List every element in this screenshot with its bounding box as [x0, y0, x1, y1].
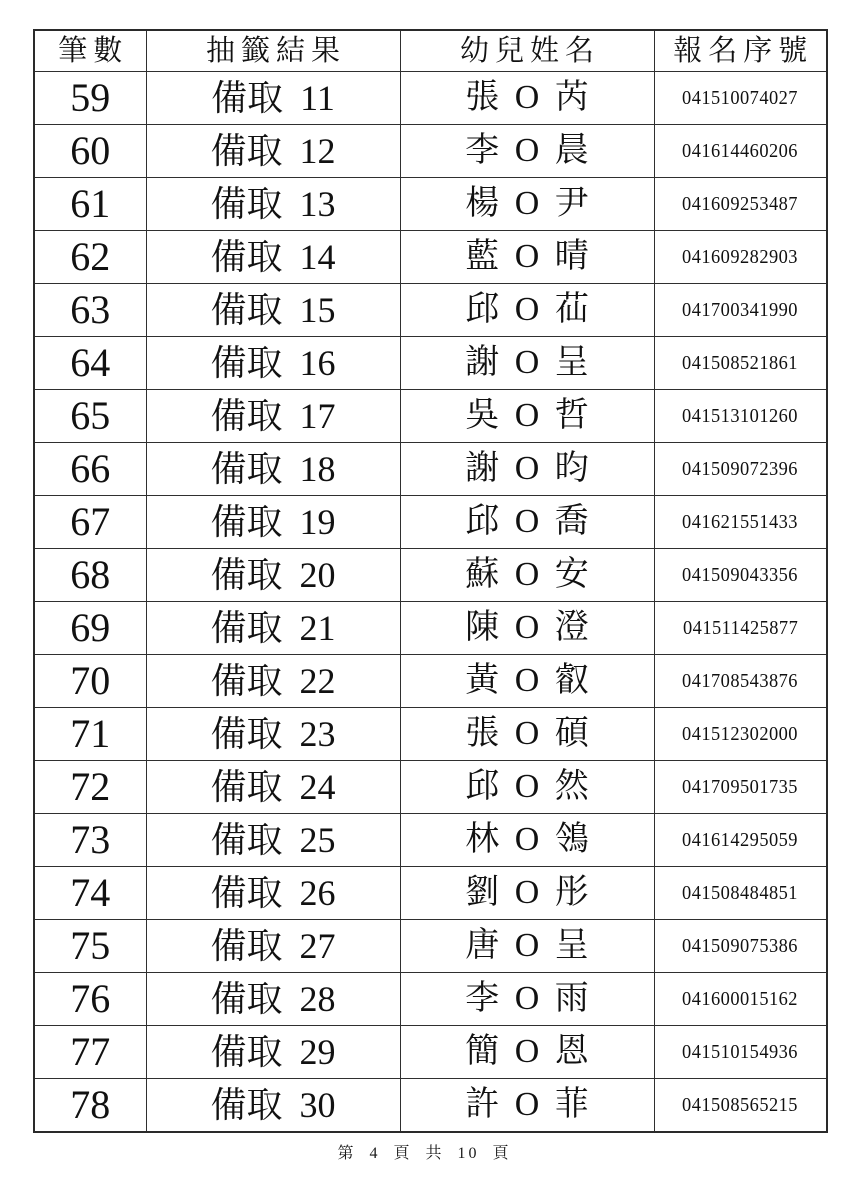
cell-lottery-result: 備取 15	[146, 284, 400, 337]
cell-child-name: 許 O 菲	[400, 1079, 654, 1133]
cell-registration-serial	[654, 496, 827, 549]
cell-row-number: 71	[34, 708, 146, 761]
cell-child-name: 張 O 碩	[400, 708, 654, 761]
cell-registration-serial	[654, 390, 827, 443]
table-row	[34, 814, 827, 867]
cell-row-number: 62	[34, 231, 146, 284]
cell-child-name: 蘇 O 安	[400, 549, 654, 602]
cell-row-number: 70	[34, 655, 146, 708]
cell-child-name: 楊 O 尹	[400, 178, 654, 231]
cell-registration-serial	[654, 973, 827, 1026]
cell-registration-serial	[654, 72, 827, 125]
page-number-footer: 第 4 頁 共 10 頁	[337, 1145, 512, 1162]
cell-row-number: 75	[34, 920, 146, 973]
registration-serial-text: 041509075386	[682, 935, 799, 957]
registration-serial-text: 041609253487	[682, 193, 799, 215]
registration-serial-text: 041509072396	[682, 458, 799, 480]
lottery-results-table-wrap	[33, 29, 828, 1133]
column-header-result: 抽籤結果	[146, 30, 400, 72]
table-row	[34, 549, 827, 602]
cell-row-number: 63	[34, 284, 146, 337]
registration-serial-text: 041512302000	[682, 723, 799, 745]
registration-serial-text: 041614460206	[682, 140, 799, 162]
column-header-serial: 報名序號	[654, 30, 827, 72]
cell-child-name: 陳 O 澄	[400, 602, 654, 655]
table-row	[34, 337, 827, 390]
cell-lottery-result: 備取 14	[146, 231, 400, 284]
cell-row-number: 64	[34, 337, 146, 390]
column-header-no: 筆數	[34, 30, 146, 72]
registration-serial-text: 041508521861	[682, 352, 799, 374]
cell-registration-serial	[654, 337, 827, 390]
cell-child-name: 李 O 晨	[400, 125, 654, 178]
table-row	[34, 390, 827, 443]
cell-lottery-result: 備取 23	[146, 708, 400, 761]
registration-serial-text: 041609282903	[682, 246, 799, 268]
registration-serial-text: 041509043356	[682, 564, 799, 586]
table-body	[34, 72, 827, 1133]
cell-child-name: 邱 O 然	[400, 761, 654, 814]
cell-lottery-result: 備取 30	[146, 1079, 400, 1133]
registration-serial-text: 041600015162	[682, 988, 799, 1010]
cell-child-name: 簡 O 恩	[400, 1026, 654, 1079]
cell-child-name: 吳 O 哲	[400, 390, 654, 443]
table-row	[34, 72, 827, 125]
cell-row-number: 66	[34, 443, 146, 496]
cell-lottery-result: 備取 16	[146, 337, 400, 390]
cell-child-name: 劉 O 彤	[400, 867, 654, 920]
cell-lottery-result: 備取 17	[146, 390, 400, 443]
cell-registration-serial	[654, 602, 827, 655]
registration-serial-text: 041513101260	[682, 405, 799, 427]
registration-serial-text: 041508484851	[682, 882, 799, 904]
table-row	[34, 284, 827, 337]
cell-registration-serial	[654, 920, 827, 973]
cell-lottery-result: 備取 18	[146, 443, 400, 496]
cell-child-name: 藍 O 晴	[400, 231, 654, 284]
cell-registration-serial	[654, 178, 827, 231]
cell-lottery-result: 備取 28	[146, 973, 400, 1026]
registration-serial-text: 041621551433	[682, 511, 799, 533]
cell-child-name: 林 O 鴒	[400, 814, 654, 867]
cell-child-name: 謝 O 昀	[400, 443, 654, 496]
cell-child-name: 張 O 芮	[400, 72, 654, 125]
table-row	[34, 1026, 827, 1079]
cell-row-number: 73	[34, 814, 146, 867]
cell-child-name: 謝 O 呈	[400, 337, 654, 390]
cell-registration-serial	[654, 231, 827, 284]
cell-lottery-result: 備取 25	[146, 814, 400, 867]
cell-lottery-result: 備取 19	[146, 496, 400, 549]
cell-row-number: 60	[34, 125, 146, 178]
table-row	[34, 602, 827, 655]
cell-row-number: 68	[34, 549, 146, 602]
cell-row-number: 72	[34, 761, 146, 814]
cell-child-name: 唐 O 呈	[400, 920, 654, 973]
registration-serial-text: 041508565215	[682, 1094, 799, 1116]
header-row	[34, 30, 827, 72]
cell-row-number: 69	[34, 602, 146, 655]
cell-row-number: 59	[34, 72, 146, 125]
cell-child-name: 邱 O 苮	[400, 284, 654, 337]
table-row	[34, 867, 827, 920]
registration-serial-text: 041614295059	[682, 829, 799, 851]
registration-serial-text: 041700341990	[682, 299, 799, 321]
cell-child-name: 邱 O 喬	[400, 496, 654, 549]
cell-child-name: 黃 O 叡	[400, 655, 654, 708]
table-row	[34, 178, 827, 231]
registration-serial-text: 041511425877	[682, 617, 798, 639]
cell-lottery-result: 備取 24	[146, 761, 400, 814]
cell-registration-serial	[654, 1079, 827, 1133]
registration-serial-text: 041709501735	[682, 776, 799, 798]
table-row	[34, 761, 827, 814]
cell-child-name: 李 O 雨	[400, 973, 654, 1026]
table-row	[34, 973, 827, 1026]
cell-lottery-result: 備取 22	[146, 655, 400, 708]
column-header-name: 幼兒姓名	[400, 30, 654, 72]
cell-row-number: 78	[34, 1079, 146, 1133]
cell-lottery-result: 備取 11	[146, 72, 400, 125]
cell-row-number: 76	[34, 973, 146, 1026]
cell-row-number: 77	[34, 1026, 146, 1079]
cell-row-number: 65	[34, 390, 146, 443]
cell-registration-serial	[654, 1026, 827, 1079]
cell-lottery-result: 備取 12	[146, 125, 400, 178]
registration-serial-text: 041708543876	[682, 670, 799, 692]
cell-registration-serial	[654, 443, 827, 496]
cell-row-number: 67	[34, 496, 146, 549]
cell-lottery-result: 備取 27	[146, 920, 400, 973]
lottery-results-table	[33, 29, 828, 1133]
cell-lottery-result: 備取 20	[146, 549, 400, 602]
cell-registration-serial	[654, 655, 827, 708]
cell-lottery-result: 備取 21	[146, 602, 400, 655]
table-row	[34, 708, 827, 761]
registration-serial-text: 041510154936	[682, 1041, 799, 1063]
cell-registration-serial	[654, 708, 827, 761]
table-row	[34, 125, 827, 178]
cell-lottery-result: 備取 26	[146, 867, 400, 920]
table-row	[34, 920, 827, 973]
cell-lottery-result: 備取 13	[146, 178, 400, 231]
registration-serial-text: 041510074027	[682, 87, 799, 109]
cell-registration-serial	[654, 814, 827, 867]
table-header	[34, 30, 827, 72]
table-row	[34, 231, 827, 284]
cell-registration-serial	[654, 549, 827, 602]
table-row	[34, 655, 827, 708]
cell-row-number: 61	[34, 178, 146, 231]
table-row	[34, 1079, 827, 1133]
table-row	[34, 496, 827, 549]
cell-registration-serial	[654, 761, 827, 814]
table-row	[34, 443, 827, 496]
cell-lottery-result: 備取 29	[146, 1026, 400, 1079]
cell-registration-serial	[654, 125, 827, 178]
cell-registration-serial	[654, 867, 827, 920]
cell-row-number: 74	[34, 867, 146, 920]
cell-registration-serial	[654, 284, 827, 337]
